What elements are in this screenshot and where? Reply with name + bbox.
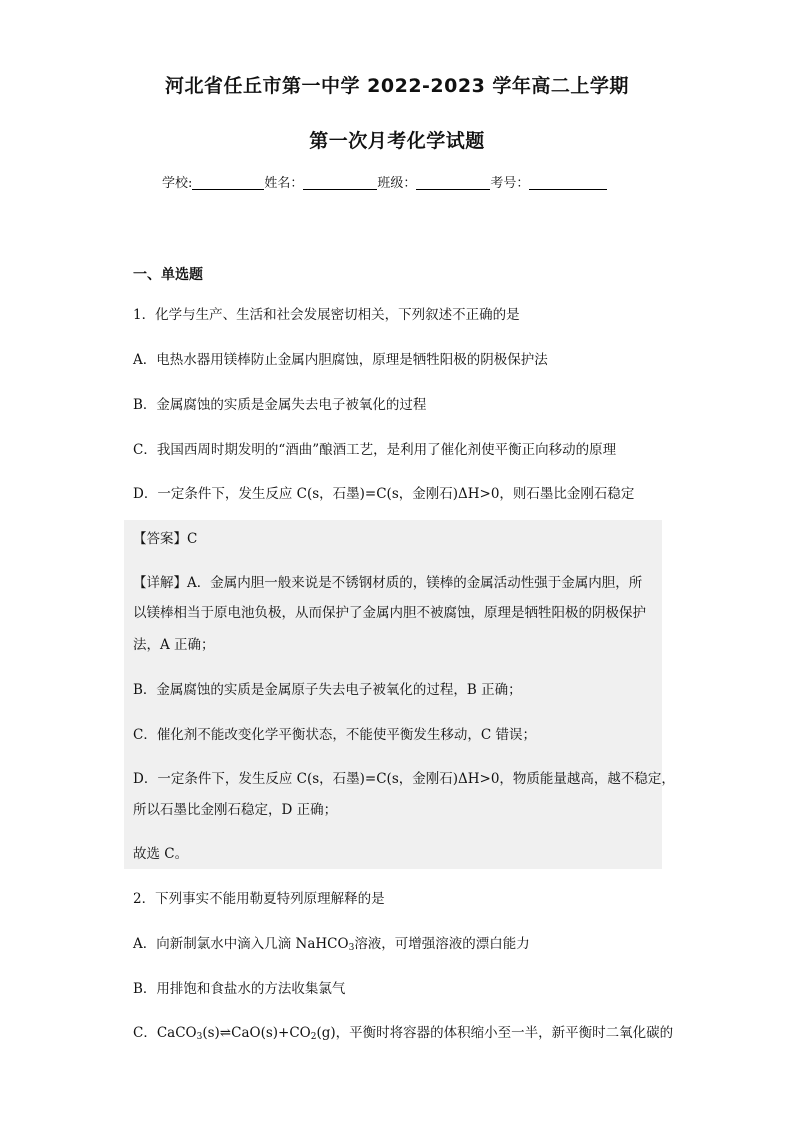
- question-1-detail-line-2: 以镁棒相当于原电池负极，从而保护了金属内胆不被腐蚀，原理是牺牲阳极的阴极保护: [133, 605, 646, 621]
- question-1-conclusion: 故选 C。: [133, 846, 189, 862]
- question-1-detail-c: C．催化剂不能改变化学平衡状态，不能使平衡发生移动，C 错误；: [133, 727, 536, 743]
- question-1-answer: 【答案】C: [133, 531, 198, 547]
- question-1-option-a: A．电热水器用镁棒防止金属内胆腐蚀，原理是牺牲阳极的阴极保护法: [133, 352, 548, 368]
- student-info-row: [162, 172, 607, 191]
- question-2-stem: 2．下列事实不能用勒夏特列原理解释的是: [133, 891, 385, 907]
- school-label: 学校:: [162, 176, 193, 191]
- option-c-subscript-1: 3: [196, 1032, 203, 1042]
- question-1-detail-line-1: 【详解】A．金属内胆一般来说是不锈钢材质的，镁棒的金属活动性强于金属内胆，所: [133, 575, 643, 591]
- question-1-stem: 1．化学与生产、生活和社会发展密切相关，下列叙述不正确的是: [133, 307, 520, 323]
- document-title-line-1: 河北省任丘市第一中学 2022-2023 学年高二上学期: [165, 75, 629, 97]
- question-1-option-d: D．一定条件下，发生反应 C(s，石墨)=C(s，金刚石)ΔH>0，则石墨比金刚石稳定: [133, 486, 635, 502]
- question-2-option-c: [133, 1024, 673, 1042]
- section-title: 一、单选题: [133, 267, 203, 283]
- question-1-detail-line-3: 法，A 正确；: [133, 637, 215, 653]
- name-blank[interactable]: [303, 175, 377, 190]
- number-blank[interactable]: [529, 175, 607, 190]
- number-label: 考号：: [490, 176, 530, 191]
- question-1-option-b: B．金属腐蚀的实质是金属失去电子被氧化的过程: [133, 397, 427, 413]
- question-1-detail-d-line-1: D．一定条件下，发生反应 C(s，石墨)=C(s，金刚石)ΔH>0，物质能量越高，越不稳定，: [133, 771, 675, 787]
- option-c-text-1: C．CaCO: [133, 1025, 197, 1041]
- document-title-line-2: 第一次月考化学试题: [309, 130, 485, 152]
- question-2-option-b: B．用排饱和食盐水的方法收集氯气: [133, 981, 346, 997]
- option-a-text-post: 溶液，可增强溶液的漂白能力: [354, 936, 530, 952]
- name-label: 姓名：: [264, 176, 304, 191]
- question-2-option-a: [133, 935, 530, 953]
- option-c-subscript-2: 2: [310, 1032, 317, 1042]
- question-1-detail-d-line-2: 所以石墨比金刚石稳定，D 正确；: [133, 802, 338, 818]
- class-label: 班级：: [377, 176, 417, 191]
- option-c-text-3: (g)，平衡时将容器的体积缩小至一半，新平衡时二氧化碳的: [316, 1025, 674, 1041]
- question-1-detail-b: B．金属腐蚀的实质是金属原子失去电子被氧化的过程，B 正确；: [133, 682, 522, 698]
- option-c-text-2: (s)⇌CaO(s)+CO: [202, 1025, 311, 1041]
- option-a-subscript: 3: [348, 943, 355, 953]
- school-blank[interactable]: [192, 175, 264, 190]
- question-1-option-c: C．我国西周时期发明的“酒曲”酿酒工艺，是利用了催化剂使平衡正向移动的原理: [133, 442, 617, 458]
- class-blank[interactable]: [416, 175, 490, 190]
- option-a-text-pre: A．向新制氯水中滴入几滴 NaHCO: [133, 936, 349, 952]
